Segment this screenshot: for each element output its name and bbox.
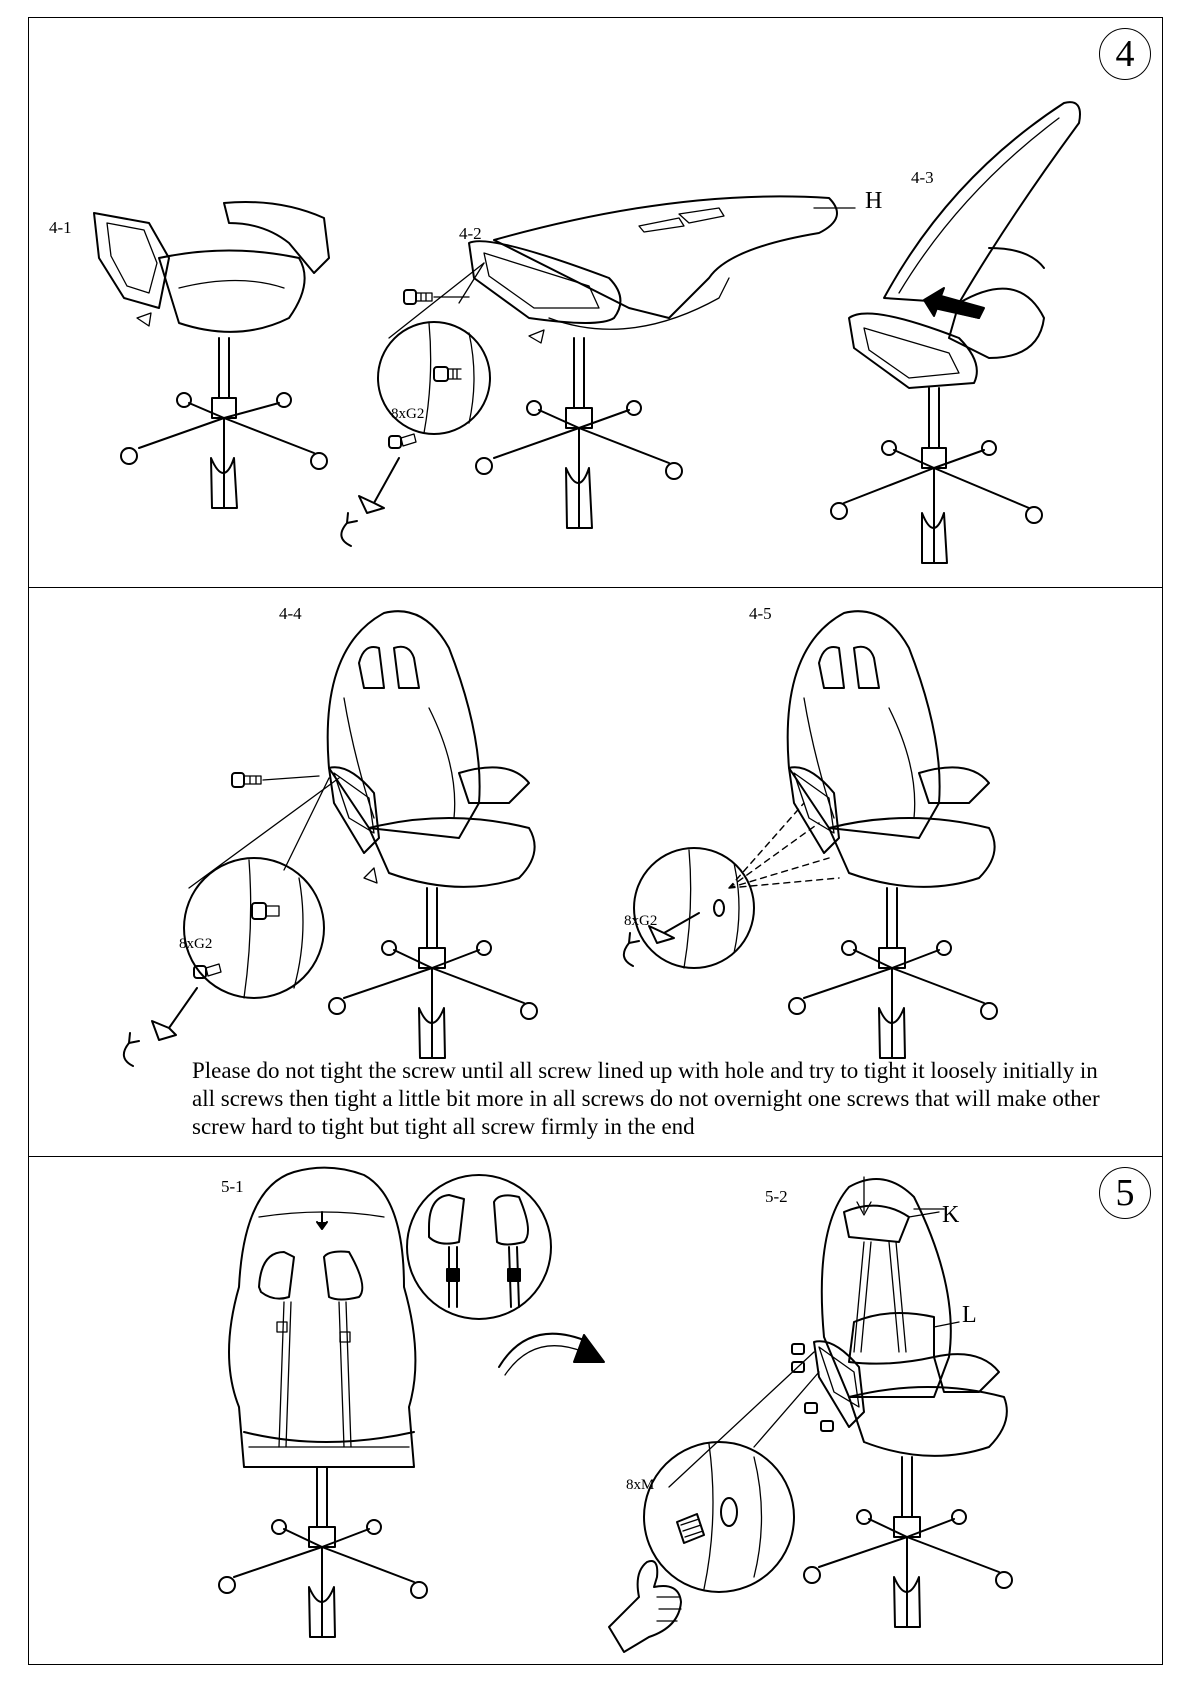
hardware-callout-4-2: 8xG2	[391, 406, 425, 422]
chair-illustration	[29, 18, 1164, 588]
allen-key-icon	[649, 913, 699, 943]
chair-illustration-4-3	[831, 102, 1080, 563]
step-number-badge: 5	[1099, 1167, 1151, 1219]
figure-label-5-2: 5-2	[765, 1187, 788, 1206]
figure-label-5-1: 5-1	[221, 1177, 244, 1196]
chair-illustration-4-2	[341, 196, 837, 546]
hardware-callout-4-5: 8xG2	[624, 913, 658, 929]
screw-icon	[389, 434, 416, 448]
figure-label-4-1: 4-1	[49, 218, 72, 237]
figure-label-4-2: 4-2	[459, 224, 482, 243]
step-number-badge: 4	[1099, 28, 1151, 80]
figure-label-4-4: 4-4	[279, 604, 302, 623]
rotate-arrow-icon	[624, 933, 639, 966]
rotate-arrow-icon	[124, 1033, 139, 1066]
chair-illustration-5-2	[609, 1177, 1012, 1652]
screw-icon	[434, 367, 461, 381]
chair-illustration-5-1	[219, 1168, 427, 1637]
chair-illustration-4-1	[94, 202, 329, 508]
assembly-note: Please do not tight the screw until all screw lined up with hole and try to tight it loosely initially in all screws then tight a little bit more in all screws do not overnight one screws that will make other screw hard to tight but tight all screw firmly in the end	[192, 1058, 1100, 1139]
chair-illustration-4-4	[124, 611, 537, 1066]
figure-label-4-5: 4-5	[749, 604, 772, 623]
part-label-l: L	[962, 1302, 977, 1328]
instruction-page-frame	[28, 17, 1163, 1665]
screw-icon	[232, 773, 319, 787]
hardware-callout-4-4: 8xG2	[179, 936, 213, 952]
panel-step-5	[29, 1157, 1162, 1666]
figure-label-4-3: 4-3	[911, 168, 934, 187]
part-label-k: K	[942, 1202, 960, 1228]
chair-illustration-4-5	[624, 611, 997, 1058]
chair-illustration	[29, 1157, 1164, 1666]
hardware-callout-5-2: 8xM	[626, 1477, 655, 1493]
part-label-h: H	[865, 188, 883, 214]
allen-key-icon	[359, 458, 399, 513]
rotate-arrow-icon	[341, 513, 357, 546]
knob-icon	[677, 1514, 704, 1543]
panel-step-4-top	[29, 18, 1162, 588]
screw-icon	[252, 903, 279, 919]
curved-arrow-icon	[499, 1334, 604, 1375]
allen-key-icon	[152, 988, 197, 1040]
panel-step-4-bottom	[29, 588, 1162, 1157]
